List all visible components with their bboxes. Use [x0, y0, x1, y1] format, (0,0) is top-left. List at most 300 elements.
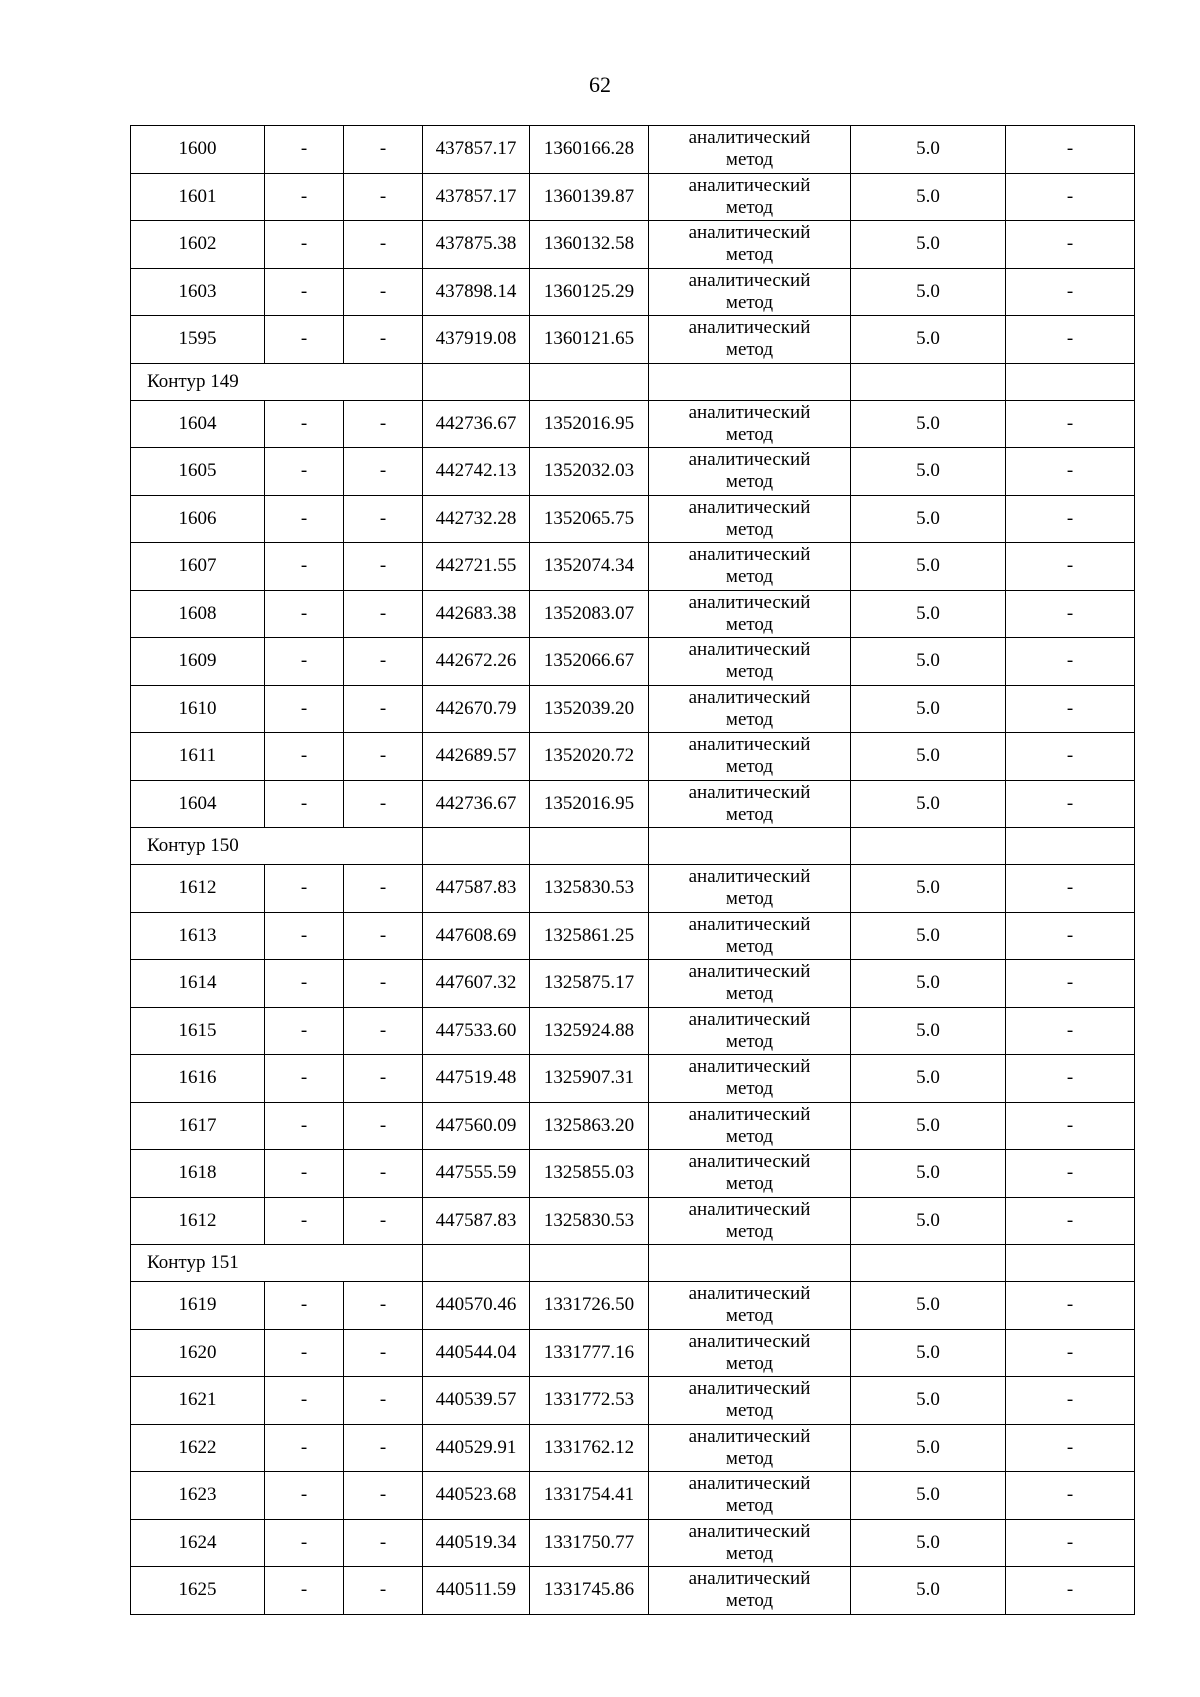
x-coordinate-cell: 440539.57 [423, 1377, 530, 1425]
col2-cell: - [265, 1424, 344, 1472]
note-cell: - [1006, 1007, 1135, 1055]
col3-cell: - [344, 448, 423, 496]
accuracy-cell: 5.0 [851, 912, 1006, 960]
table-row [131, 268, 1135, 316]
method-line-1: аналитический [688, 544, 811, 566]
note-cell: - [1006, 780, 1135, 828]
col3-cell: - [344, 1055, 423, 1103]
method-line-1: аналитический [688, 496, 811, 518]
accuracy-cell: 5.0 [851, 1377, 1006, 1425]
x-coordinate-cell: 442736.67 [423, 780, 530, 828]
point-id-cell: 1614 [131, 960, 265, 1008]
method-cell [649, 733, 851, 781]
contour-label: Контур 150 [131, 828, 423, 865]
note-cell: - [1006, 590, 1135, 638]
method-line-1: аналитический [688, 1151, 811, 1173]
note-cell: - [1006, 685, 1135, 733]
accuracy-cell: 5.0 [851, 685, 1006, 733]
y-coordinate-cell: 1325863.20 [530, 1102, 649, 1150]
point-id-cell: 1601 [131, 173, 265, 221]
table-row [131, 638, 1135, 686]
point-id-cell: 1600 [131, 126, 265, 174]
point-id-cell: 1609 [131, 638, 265, 686]
method-cell [649, 400, 851, 448]
col3-cell: - [344, 912, 423, 960]
note-cell: - [1006, 1519, 1135, 1567]
x-coordinate-cell: 442732.28 [423, 495, 530, 543]
method-line-1: аналитический [688, 913, 811, 935]
col2-cell: - [265, 1519, 344, 1567]
accuracy-cell: 5.0 [851, 173, 1006, 221]
col3-cell: - [344, 865, 423, 913]
method-line-2: метод [725, 566, 774, 588]
table-row [131, 960, 1135, 1008]
y-coordinate-cell: 1360166.28 [530, 126, 649, 174]
accuracy-cell: 5.0 [851, 1007, 1006, 1055]
x-coordinate-cell: 447519.48 [423, 1055, 530, 1103]
method-line-1: аналитический [688, 781, 811, 803]
col3-cell: - [344, 1150, 423, 1198]
method-line-1: аналитический [688, 1330, 811, 1352]
y-coordinate-cell: 1352074.34 [530, 543, 649, 591]
method-line-1: аналитический [688, 639, 811, 661]
method-cell [649, 316, 851, 364]
point-id-cell: 1617 [131, 1102, 265, 1150]
col2-cell: - [265, 316, 344, 364]
point-id-cell: 1612 [131, 1197, 265, 1245]
table-row [131, 1519, 1135, 1567]
table-body [131, 126, 1135, 1615]
col3-cell: - [344, 1567, 423, 1615]
x-coordinate-cell: 437875.38 [423, 221, 530, 269]
col3-cell: - [344, 495, 423, 543]
note-cell: - [1006, 1102, 1135, 1150]
col3-cell: - [344, 316, 423, 364]
method-line-2: метод [725, 1078, 774, 1100]
empty-x-cell [423, 828, 530, 865]
y-coordinate-cell: 1325861.25 [530, 912, 649, 960]
col2-cell: - [265, 400, 344, 448]
accuracy-cell: 5.0 [851, 1519, 1006, 1567]
y-coordinate-cell: 1360125.29 [530, 268, 649, 316]
empty-y-cell [530, 1245, 649, 1282]
table-row [131, 780, 1135, 828]
empty-x-cell [423, 1245, 530, 1282]
col2-cell: - [265, 173, 344, 221]
y-coordinate-cell: 1331762.12 [530, 1424, 649, 1472]
method-line-2: метод [725, 1590, 774, 1612]
point-id-cell: 1621 [131, 1377, 265, 1425]
y-coordinate-cell: 1325830.53 [530, 1197, 649, 1245]
col2-cell: - [265, 268, 344, 316]
point-id-cell: 1624 [131, 1519, 265, 1567]
empty-note-cell [1006, 363, 1135, 400]
x-coordinate-cell: 437898.14 [423, 268, 530, 316]
method-line-2: метод [725, 1125, 774, 1147]
col3-cell: - [344, 1519, 423, 1567]
method-line-2: метод [725, 196, 774, 218]
method-cell [649, 1197, 851, 1245]
x-coordinate-cell: 442689.57 [423, 733, 530, 781]
table-row [131, 590, 1135, 638]
col3-cell: - [344, 1007, 423, 1055]
col3-cell: - [344, 590, 423, 638]
x-coordinate-cell: 442672.26 [423, 638, 530, 686]
method-line-1: аналитический [688, 449, 811, 471]
table-row [131, 733, 1135, 781]
method-line-2: метод [725, 1352, 774, 1374]
contour-label: Контур 151 [131, 1245, 423, 1282]
note-cell: - [1006, 495, 1135, 543]
table-row [131, 1102, 1135, 1150]
method-line-2: метод [725, 661, 774, 683]
y-coordinate-cell: 1331777.16 [530, 1329, 649, 1377]
col2-cell: - [265, 865, 344, 913]
table-row [131, 400, 1135, 448]
method-line-1: аналитический [688, 1103, 811, 1125]
method-cell [649, 495, 851, 543]
accuracy-cell: 5.0 [851, 638, 1006, 686]
point-id-cell: 1620 [131, 1329, 265, 1377]
note-cell: - [1006, 1329, 1135, 1377]
method-line-1: аналитический [688, 686, 811, 708]
note-cell: - [1006, 1055, 1135, 1103]
method-cell [649, 1567, 851, 1615]
method-line-1: аналитический [688, 317, 811, 339]
point-id-cell: 1608 [131, 590, 265, 638]
coordinates-table [130, 125, 1135, 1615]
method-line-1: аналитический [688, 1520, 811, 1542]
note-cell: - [1006, 316, 1135, 364]
method-line-2: метод [725, 613, 774, 635]
method-cell [649, 448, 851, 496]
y-coordinate-cell: 1325924.88 [530, 1007, 649, 1055]
table-row [131, 1424, 1135, 1472]
col2-cell: - [265, 1197, 344, 1245]
col2-cell: - [265, 1472, 344, 1520]
accuracy-cell: 5.0 [851, 495, 1006, 543]
point-id-cell: 1611 [131, 733, 265, 781]
table-row [131, 316, 1135, 364]
note-cell: - [1006, 173, 1135, 221]
method-cell [649, 1329, 851, 1377]
method-line-1: аналитический [688, 1198, 811, 1220]
note-cell: - [1006, 733, 1135, 781]
table-row [131, 1329, 1135, 1377]
method-line-2: метод [725, 149, 774, 171]
table-row [131, 126, 1135, 174]
point-id-cell: 1607 [131, 543, 265, 591]
accuracy-cell: 5.0 [851, 1282, 1006, 1330]
note-cell: - [1006, 865, 1135, 913]
col2-cell: - [265, 221, 344, 269]
note-cell: - [1006, 1377, 1135, 1425]
method-line-2: метод [725, 708, 774, 730]
method-line-2: метод [725, 1305, 774, 1327]
col2-cell: - [265, 1567, 344, 1615]
col3-cell: - [344, 780, 423, 828]
method-line-1: аналитический [688, 269, 811, 291]
method-cell [649, 1377, 851, 1425]
x-coordinate-cell: 442683.38 [423, 590, 530, 638]
note-cell: - [1006, 543, 1135, 591]
empty-x-cell [423, 363, 530, 400]
col3-cell: - [344, 733, 423, 781]
method-cell [649, 1007, 851, 1055]
empty-y-cell [530, 363, 649, 400]
method-line-2: метод [725, 935, 774, 957]
empty-note-cell [1006, 1245, 1135, 1282]
point-id-cell: 1610 [131, 685, 265, 733]
note-cell: - [1006, 1424, 1135, 1472]
method-line-1: аналитический [688, 222, 811, 244]
y-coordinate-cell: 1331726.50 [530, 1282, 649, 1330]
note-cell: - [1006, 1567, 1135, 1615]
col2-cell: - [265, 543, 344, 591]
empty-accuracy-cell [851, 828, 1006, 865]
note-cell: - [1006, 1282, 1135, 1330]
accuracy-cell: 5.0 [851, 1197, 1006, 1245]
x-coordinate-cell: 447608.69 [423, 912, 530, 960]
point-id-cell: 1625 [131, 1567, 265, 1615]
x-coordinate-cell: 437857.17 [423, 173, 530, 221]
method-cell [649, 268, 851, 316]
method-line-1: аналитический [688, 1008, 811, 1030]
x-coordinate-cell: 447587.83 [423, 1197, 530, 1245]
col2-cell: - [265, 960, 344, 1008]
col2-cell: - [265, 638, 344, 686]
method-line-1: аналитический [688, 1283, 811, 1305]
note-cell: - [1006, 268, 1135, 316]
method-line-2: метод [725, 518, 774, 540]
method-cell [649, 912, 851, 960]
accuracy-cell: 5.0 [851, 268, 1006, 316]
point-id-cell: 1613 [131, 912, 265, 960]
note-cell: - [1006, 400, 1135, 448]
col2-cell: - [265, 1102, 344, 1150]
accuracy-cell: 5.0 [851, 400, 1006, 448]
accuracy-cell: 5.0 [851, 590, 1006, 638]
method-line-1: аналитический [688, 174, 811, 196]
empty-accuracy-cell [851, 363, 1006, 400]
method-line-1: аналитический [688, 1425, 811, 1447]
y-coordinate-cell: 1352020.72 [530, 733, 649, 781]
method-line-1: аналитический [688, 734, 811, 756]
x-coordinate-cell: 442742.13 [423, 448, 530, 496]
note-cell: - [1006, 126, 1135, 174]
method-line-2: метод [725, 1173, 774, 1195]
accuracy-cell: 5.0 [851, 1567, 1006, 1615]
method-line-2: метод [725, 423, 774, 445]
y-coordinate-cell: 1360121.65 [530, 316, 649, 364]
method-cell [649, 590, 851, 638]
method-cell [649, 960, 851, 1008]
col2-cell: - [265, 1150, 344, 1198]
table-row [131, 221, 1135, 269]
y-coordinate-cell: 1325907.31 [530, 1055, 649, 1103]
col2-cell: - [265, 126, 344, 174]
method-cell [649, 126, 851, 174]
table-row [131, 865, 1135, 913]
x-coordinate-cell: 437919.08 [423, 316, 530, 364]
x-coordinate-cell: 442721.55 [423, 543, 530, 591]
empty-method-cell [649, 1245, 851, 1282]
table-row [131, 685, 1135, 733]
accuracy-cell: 5.0 [851, 1424, 1006, 1472]
note-cell: - [1006, 1197, 1135, 1245]
col3-cell: - [344, 1197, 423, 1245]
point-id-cell: 1602 [131, 221, 265, 269]
note-cell: - [1006, 448, 1135, 496]
y-coordinate-cell: 1331754.41 [530, 1472, 649, 1520]
contour-header-row [131, 363, 1135, 400]
method-cell [649, 1150, 851, 1198]
y-coordinate-cell: 1331745.86 [530, 1567, 649, 1615]
col2-cell: - [265, 448, 344, 496]
method-cell [649, 865, 851, 913]
accuracy-cell: 5.0 [851, 316, 1006, 364]
col3-cell: - [344, 126, 423, 174]
col2-cell: - [265, 780, 344, 828]
point-id-cell: 1612 [131, 865, 265, 913]
empty-note-cell [1006, 828, 1135, 865]
col3-cell: - [344, 1424, 423, 1472]
method-cell [649, 685, 851, 733]
table-row [131, 1282, 1135, 1330]
col2-cell: - [265, 590, 344, 638]
method-cell [649, 1472, 851, 1520]
col2-cell: - [265, 1329, 344, 1377]
y-coordinate-cell: 1352032.03 [530, 448, 649, 496]
x-coordinate-cell: 447607.32 [423, 960, 530, 1008]
accuracy-cell: 5.0 [851, 1150, 1006, 1198]
table-row [131, 912, 1135, 960]
col2-cell: - [265, 1282, 344, 1330]
method-line-1: аналитический [688, 1568, 811, 1590]
point-id-cell: 1622 [131, 1424, 265, 1472]
col2-cell: - [265, 1007, 344, 1055]
note-cell: - [1006, 638, 1135, 686]
method-cell [649, 638, 851, 686]
method-line-2: метод [725, 1220, 774, 1242]
col3-cell: - [344, 1282, 423, 1330]
col3-cell: - [344, 1377, 423, 1425]
note-cell: - [1006, 221, 1135, 269]
accuracy-cell: 5.0 [851, 960, 1006, 1008]
col2-cell: - [265, 495, 344, 543]
table-row [131, 1567, 1135, 1615]
accuracy-cell: 5.0 [851, 448, 1006, 496]
col2-cell: - [265, 733, 344, 781]
table-row [131, 173, 1135, 221]
table-row [131, 1377, 1135, 1425]
table-row [131, 1007, 1135, 1055]
point-id-cell: 1623 [131, 1472, 265, 1520]
col3-cell: - [344, 173, 423, 221]
table-row [131, 1055, 1135, 1103]
point-id-cell: 1595 [131, 316, 265, 364]
note-cell: - [1006, 1472, 1135, 1520]
x-coordinate-cell: 440529.91 [423, 1424, 530, 1472]
point-id-cell: 1603 [131, 268, 265, 316]
col3-cell: - [344, 400, 423, 448]
method-line-1: аналитический [688, 961, 811, 983]
y-coordinate-cell: 1325830.53 [530, 865, 649, 913]
x-coordinate-cell: 447555.59 [423, 1150, 530, 1198]
method-cell [649, 543, 851, 591]
x-coordinate-cell: 440511.59 [423, 1567, 530, 1615]
point-id-cell: 1618 [131, 1150, 265, 1198]
x-coordinate-cell: 447587.83 [423, 865, 530, 913]
table-row [131, 1472, 1135, 1520]
method-line-1: аналитический [688, 1473, 811, 1495]
x-coordinate-cell: 440519.34 [423, 1519, 530, 1567]
method-cell [649, 1424, 851, 1472]
table-row [131, 448, 1135, 496]
col2-cell: - [265, 1377, 344, 1425]
accuracy-cell: 5.0 [851, 865, 1006, 913]
contour-label: Контур 149 [131, 363, 423, 400]
y-coordinate-cell: 1360132.58 [530, 221, 649, 269]
y-coordinate-cell: 1352066.67 [530, 638, 649, 686]
method-line-2: метод [725, 339, 774, 361]
x-coordinate-cell: 437857.17 [423, 126, 530, 174]
method-cell [649, 780, 851, 828]
table-row [131, 495, 1135, 543]
col3-cell: - [344, 221, 423, 269]
col2-cell: - [265, 685, 344, 733]
method-line-1: аналитический [688, 127, 811, 149]
col2-cell: - [265, 1055, 344, 1103]
point-id-cell: 1616 [131, 1055, 265, 1103]
method-line-2: метод [725, 1447, 774, 1469]
x-coordinate-cell: 442736.67 [423, 400, 530, 448]
y-coordinate-cell: 1325875.17 [530, 960, 649, 1008]
method-line-2: метод [725, 1030, 774, 1052]
x-coordinate-cell: 447533.60 [423, 1007, 530, 1055]
y-coordinate-cell: 1360139.87 [530, 173, 649, 221]
method-line-2: метод [725, 888, 774, 910]
col3-cell: - [344, 268, 423, 316]
method-line-1: аналитический [688, 866, 811, 888]
accuracy-cell: 5.0 [851, 780, 1006, 828]
y-coordinate-cell: 1352083.07 [530, 590, 649, 638]
method-line-1: аналитический [688, 1056, 811, 1078]
method-line-2: метод [725, 291, 774, 313]
table-row [131, 543, 1135, 591]
col3-cell: - [344, 543, 423, 591]
y-coordinate-cell: 1331750.77 [530, 1519, 649, 1567]
accuracy-cell: 5.0 [851, 733, 1006, 781]
empty-accuracy-cell [851, 1245, 1006, 1282]
method-line-2: метод [725, 1400, 774, 1422]
col3-cell: - [344, 685, 423, 733]
accuracy-cell: 5.0 [851, 1472, 1006, 1520]
y-coordinate-cell: 1352016.95 [530, 400, 649, 448]
col3-cell: - [344, 1102, 423, 1150]
contour-header-row [131, 1245, 1135, 1282]
accuracy-cell: 5.0 [851, 221, 1006, 269]
empty-method-cell [649, 363, 851, 400]
accuracy-cell: 5.0 [851, 1329, 1006, 1377]
x-coordinate-cell: 440570.46 [423, 1282, 530, 1330]
accuracy-cell: 5.0 [851, 543, 1006, 591]
col3-cell: - [344, 638, 423, 686]
empty-y-cell [530, 828, 649, 865]
method-cell [649, 1102, 851, 1150]
note-cell: - [1006, 960, 1135, 1008]
method-cell [649, 1055, 851, 1103]
